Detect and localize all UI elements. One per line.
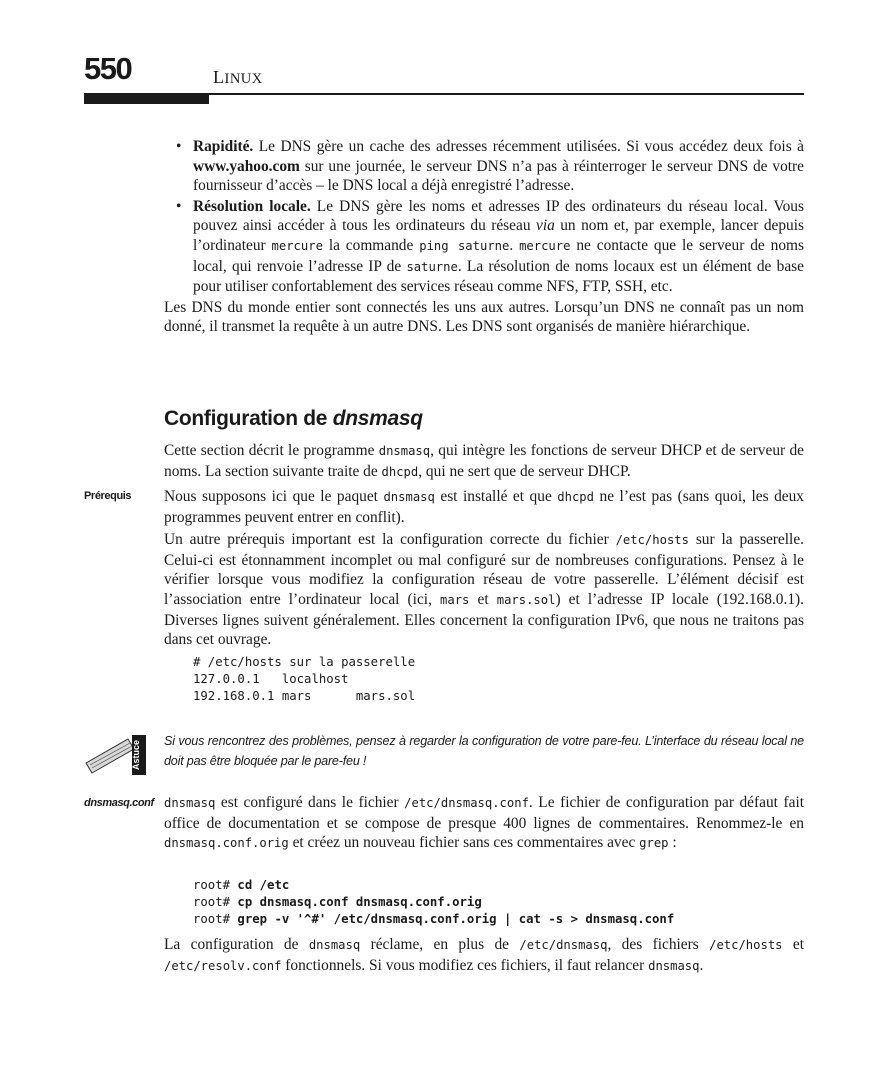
bullet-list-block — [164, 137, 804, 337]
paragraph-final: La configuration de dnsmasq réclame, en plus de /etc/dnsmasq, des fichiers /etc/hosts et /etc/resolv.conf fonctionnels. Si vous modifiez ces fichiers, il faut relancer dnsmasq. — [164, 936, 804, 974]
code-line: root# grep -v '^#' /etc/dnsmasq.conf.orig | cat -s > dnsmasq.conf — [193, 912, 675, 926]
final-block — [164, 935, 804, 976]
list-item: • Rapidité. Le DNS gère un cache des adresses récemment utilisées. Si vous accédez deux fois à www.yahoo.com sur une journée, le serveur DNS n’a pas à réinterroger le serveur DNS de votre fournisseur d’accès – le DNS local a déjà enregistré l’adresse. — [176, 138, 804, 195]
code-line: root# cp dnsmasq.conf dnsmasq.conf.orig — [193, 895, 482, 909]
paragraph-dns: Les DNS du monde entier sont connectés les uns aux autres. Lorsqu’un DNS ne connaît pas un nom donné, il transmet la requête à un autre DNS. Les DNS sont organisés de manière hiérarchique. — [164, 298, 804, 336]
code-hosts: # /etc/hosts sur la passerelle 127.0.0.1 localhost 192.168.0.1 mars mars.sol — [193, 655, 416, 703]
running-title: LINUX — [213, 67, 263, 87]
header-bar — [84, 93, 209, 104]
section-title: Configuration de dnsmasq — [164, 407, 423, 430]
tip-text: Si vous rencontrez des problèmes, pensez à regarder la configuration de votre pare-feu. L’interface du réseau local ne doit pas être bloquée par le pare-feu ! — [164, 734, 804, 768]
tip-icon — [84, 733, 148, 777]
paragraph-conf: dnsmasq est configuré dans le fichier /etc/dnsmasq.conf. Le fichier de configuration par défaut fait office de documentation et se compose de presque 400 lignes de commentaires. Renommez-le en dnsmasq.conf.orig et créez un nouveau fichier sans ces commentaires avec grep : — [164, 794, 804, 852]
code-line: root# cd /etc — [193, 878, 290, 892]
margin-note-prereq: Prérequis — [84, 490, 132, 502]
paragraph-hosts: Un autre prérequis important est la configuration correcte du fichier /etc/hosts sur la passerelle. Celui-ci est étonnamment incomplet ou mal configuré sur de nombreuses configurations. Pensez à le vérifier lorsque vous modifiez la configuration réseau de votre passerelle. L’élément décisif est l’association entre l’ordinateur local (ici, mars et mars.sol) et l’adresse IP locale (192.168.0.1). Diverses lignes suivent généralement. Elles concernent la configuration IPv6, que nous ne traitons pas dans cet ouvrage. — [164, 531, 804, 649]
code-commands — [193, 877, 674, 928]
prereq-block — [164, 487, 804, 650]
paragraph-intro: Cette section décrit le programme dnsmasq, qui intègre les fonctions de serveur DHCP et de serveur de noms. La section suivante traite de dhcpd, qui ne sert que de serveur DHCP. — [164, 442, 804, 480]
paragraph-prereq: Nous supposons ici que le paquet dnsmasq est installé et que dhcpd ne l’est pas (sans quoi, les deux programmes peuvent entrer en conflit). — [164, 488, 804, 526]
margin-note-dnsmasq-conf: dnsmasq.conf — [84, 797, 154, 809]
intro-block — [164, 441, 804, 482]
bullet-list — [164, 137, 804, 297]
list-item: • Résolution locale. Le DNS gère les noms et adresses IP des ordinateurs du réseau local. Vous pouvez ainsi accéder à tous les ordinateurs du réseau via un nom et, par exemple, lancer depuis l’ordinateur mercure la commande ping saturne. mercure ne contacte que le serveur de noms local, qui renvoie l’adresse IP de saturne. La résolution de noms locaux est un élément de base pour utiliser confortablement des services réseau comme NFS, FTP, SSH, etc. — [176, 197, 804, 296]
tip-icon-label: Astuce — [131, 739, 141, 771]
page-number: 550 — [84, 51, 132, 86]
conf-block — [164, 793, 804, 854]
